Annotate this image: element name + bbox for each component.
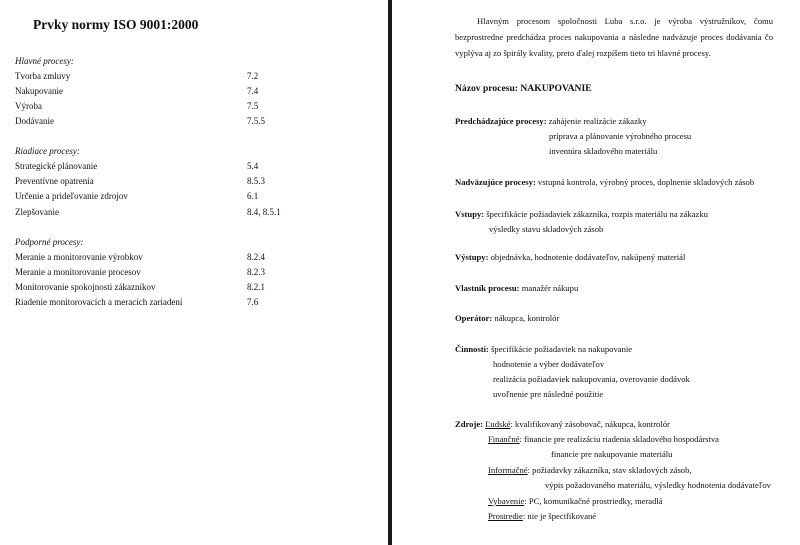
right-page (392, 0, 800, 545)
item-name: Dodávanie (15, 116, 54, 126)
intro-text: Hlavným procesom spoločnosti Luba s.r.o. je výroba výstružníkov, čomu bezprostredne predchádza proces nakupovania a následne nadväzuje proces dodávania čo vyplýva aj zo špirály kvality, preto ďalej rozpíšem tieto tri hlavné procesy. (455, 16, 773, 58)
vlastnik-label: Vlastník procesu: (455, 283, 520, 293)
nadvazujuce-label: Nadväzujúce procesy: (455, 177, 536, 187)
financne-value-2: financie pre nakupovanie materiálu (551, 449, 673, 459)
predchadzajuce-item: inventúra skladového materiálu (549, 146, 658, 156)
item-code: 7.4 (247, 86, 259, 96)
cinnosti-item: hodnotenie a výber dodávateľov (493, 359, 605, 369)
zdroje-informacne-row (488, 465, 692, 475)
section-heading-podporne: Podporné procesy: (15, 237, 84, 247)
prostredie-value: : nie je špecifikované (522, 511, 597, 521)
zdroje-label: Zdroje: (455, 419, 484, 429)
cinnosti-item: realizácia požiadaviek nakupovania, overovanie dodávok (493, 374, 690, 384)
predchadzajuce-item: príprava a plánovanie výrobného procesu (549, 131, 692, 141)
item-code: 8.2.3 (247, 267, 265, 277)
zdroje-prostredie-row (488, 511, 596, 521)
zdroje-financne-row (488, 434, 719, 444)
predchadzajuce-label: Predchádzajúce procesy: (455, 116, 547, 126)
item-code: 7.5 (247, 101, 259, 111)
item-code: 7.2 (247, 71, 259, 81)
item-code: 8.4, 8.5.1 (247, 207, 281, 217)
ludske-label: Ľudské (485, 419, 511, 429)
operator-value: nákupca, kontrolór (494, 313, 560, 323)
vystupy-value: objednávka, hodnotenie dodávateľov, nakúpený materiál (490, 252, 686, 262)
item-name: Meranie a monitorovanie procesov (15, 267, 141, 277)
cinnosti-label: Činnosti: (455, 344, 489, 354)
vybavenie-label: Vybavenie (488, 496, 525, 506)
vstupy-item: výsledky stavu skladových zásob (489, 224, 604, 234)
item-code: 6.1 (247, 191, 259, 201)
item-code: 8.2.4 (247, 252, 265, 262)
vstupy-label: Vstupy: (455, 209, 485, 219)
operator-label: Operátor: (455, 313, 493, 323)
item-name: Výroba (15, 101, 42, 111)
left-page (0, 0, 388, 545)
item-name: Určenie a prideľovanie zdrojov (15, 191, 128, 201)
operator-row (455, 313, 559, 323)
nadvazujuce-row (455, 177, 754, 187)
zdroje-vybavenie-row (488, 496, 663, 506)
item-name: Riadenie monitorovacích a meracích zariadení (15, 297, 183, 307)
financne-label: Finančné (488, 434, 520, 444)
prostredie-label: Prostredie (488, 511, 523, 521)
item-code: 5.4 (247, 161, 259, 171)
vybavenie-value: : PC, komunikačné prostriedky, meradlá (524, 496, 663, 506)
vlastnik-value: manažér nákupu (521, 283, 579, 293)
vystupy-row (455, 252, 685, 262)
item-name: Tvorba zmluvy (15, 71, 71, 81)
vstupy-item: špecifikácie požiadaviek zákazníka, rozpis materiálu na zákazku (486, 209, 708, 219)
item-name: Nakupovanie (15, 86, 63, 96)
cinnosti-item: špecifikácie požiadaviek na nakupovanie (491, 344, 633, 354)
item-code: 7.5.5 (247, 116, 265, 126)
item-code: 8.5.3 (247, 176, 265, 186)
informacne-label: Informačné (488, 465, 528, 475)
ludske-value: : kvalifikovaný zásobovač, nákupca, kontrolór (510, 419, 670, 429)
process-title: Názov procesu: NAKUPOVANIE (455, 83, 592, 94)
predchadzajuce-row (455, 116, 647, 126)
item-name: Meranie a monitorovanie výrobkov (15, 252, 143, 262)
item-code: 7.6 (247, 297, 259, 307)
item-code: 8.2.1 (247, 282, 265, 292)
intro-paragraph (455, 13, 773, 61)
section-heading-hlavne: Hlavné procesy: (15, 56, 74, 66)
informacne-value: : požiadavky zákazníka, stav skladových zásob, (527, 465, 692, 475)
vystupy-label: Výstupy: (455, 252, 489, 262)
zdroje-ludske-row (455, 419, 670, 429)
nadvazujuce-value: vstupná kontrola, výrobný proces, doplnenie skladových zásob (537, 177, 755, 187)
item-name: Strategické plánovanie (15, 161, 98, 171)
vlastnik-row (455, 283, 578, 293)
item-name: Zlepšovanie (15, 207, 59, 217)
cinnosti-row (455, 344, 632, 354)
section-heading-riadiace: Riadiace procesy: (15, 146, 80, 156)
item-name: Monitorovanie spokojnosti zákazníkov (15, 282, 156, 292)
vstupy-row (455, 209, 708, 219)
informacne-value-2: výpis požadovaného materiálu, výsledky hodnotenia dodávateľov (545, 480, 771, 490)
item-name: Preventívne opatrenia (15, 176, 94, 186)
page-title: Prvky normy ISO 9001:2000 (33, 17, 199, 32)
predchadzajuce-item: zahájenie realizácie zákazky (548, 116, 647, 126)
financne-value: : financie pre realizáciu riadenia skladového hospodárstva (519, 434, 719, 444)
cinnosti-item: uvoľnenie pre následné použitie (493, 389, 604, 399)
